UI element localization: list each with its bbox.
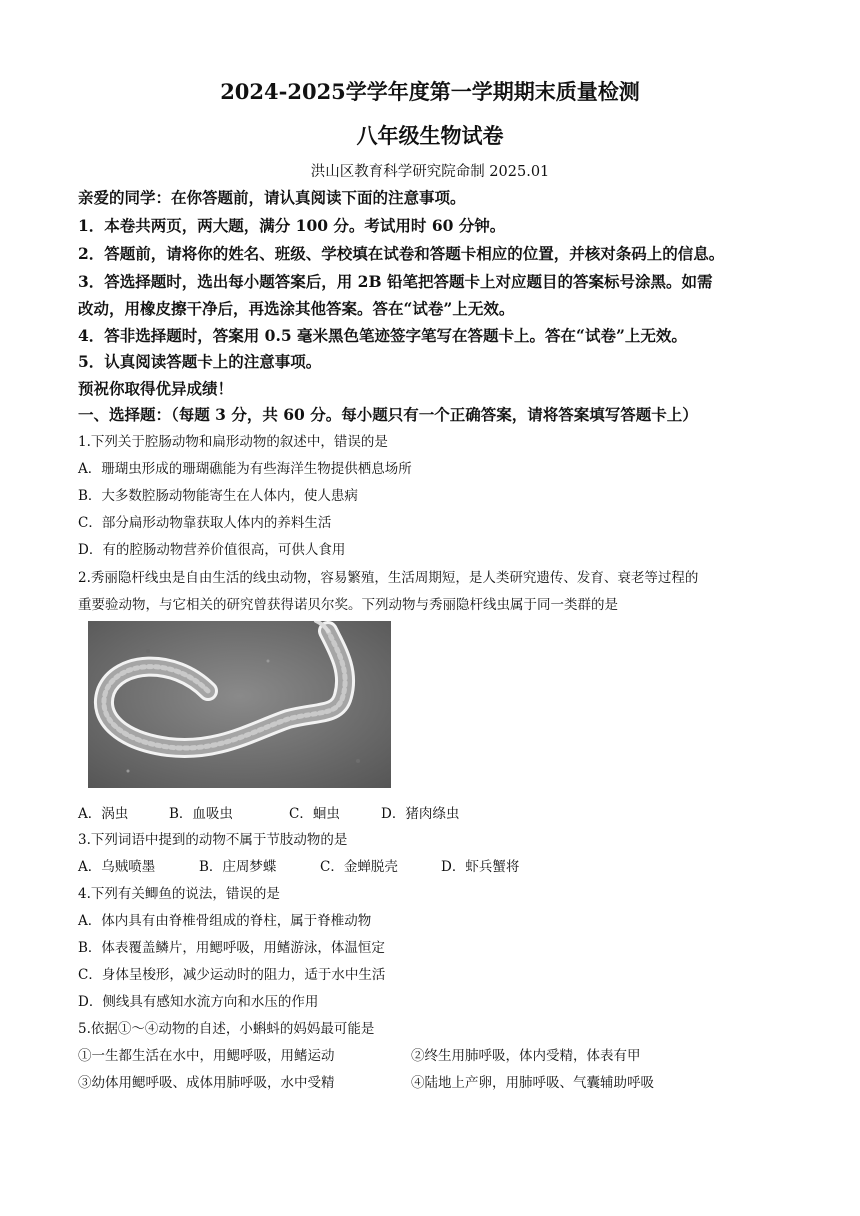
- question-1-stem: 1.下列关于腔肠动物和扁形动物的叙述中，错误的是: [78, 434, 388, 450]
- question-5-statement-1: ①一生都生活在水中，用鳃呼吸，用鳍运动: [78, 1048, 335, 1064]
- question-2-option-c: C．蛔虫: [289, 806, 340, 822]
- question-1-option-c: C．部分扁形动物靠获取人体内的养料生活: [78, 515, 332, 531]
- question-5-statement-4: ④陆地上产卵，用肺呼吸、气囊辅助呼吸: [411, 1075, 654, 1091]
- question-3-option-a: A．乌贼喷墨: [78, 859, 156, 875]
- question-1-option-d: D．有的腔肠动物营养价值很高，可供人食用: [78, 542, 346, 558]
- question-4-stem: 4.下列有关鲫鱼的说法，错误的是: [78, 886, 280, 902]
- question-3-stem: 3.下列词语中提到的动物不属于节肢动物的是: [78, 832, 348, 848]
- notice-item-2: 2．答题前，请将你的姓名、班级、学校填在试卷和答题卡相应的位置，并核对条码上的信息。: [78, 244, 725, 263]
- notice-item-3-cont: 改动，用橡皮擦干净后，再选涂其他答案。答在“试卷”上无效。: [78, 299, 515, 318]
- question-5-stem: 5.依据①～④动物的自述，小蝌蚪的妈妈最可能是: [78, 1021, 375, 1037]
- question-1-option-a: A．珊瑚虫形成的珊瑚礁能为有些海洋生物提供栖息场所: [78, 461, 412, 477]
- notice-item-5: 5．认真阅读答题卡上的注意事项。: [78, 352, 322, 371]
- notice-intro: 亲爱的同学：在你答题前，请认真阅读下面的注意事项。: [78, 188, 466, 207]
- notice-item-3: 3．答选择题时，选出每小题答案后，用 2B 铅笔把答题卡上对应题目的答案标号涂黑。如需: [78, 272, 713, 291]
- question-4-option-c: C．身体呈梭形，减少运动时的阻力，适于水中生活: [78, 967, 386, 983]
- question-4-option-a: A．体内具有由脊椎骨组成的脊柱，属于脊椎动物: [78, 913, 372, 929]
- question-1-option-b: B．大多数腔肠动物能寄生在人体内，使人患病: [78, 488, 358, 504]
- notice-item-4: 4．答非选择题时，答案用 0.5 毫米黑色笔迹签字笔写在答题卡上。答在“试卷”上无效。: [78, 326, 687, 345]
- exam-issuer: 洪山区教育科学研究院命制 2025.01: [310, 164, 550, 180]
- question-2-option-d: D．猪肉绦虫: [381, 806, 460, 822]
- notice-item-1: 1．本卷共两页，两大题，满分 100 分。考试用时 60 分钟。: [78, 216, 506, 235]
- section-1-heading: 一、选择题：（每题 3 分，共 60 分。每小题只有一个正确答案，请将答案填写答题卡上）: [78, 405, 698, 424]
- question-2-option-b: B．血吸虫: [169, 806, 233, 822]
- question-4-option-d: D．侧线具有感知水流方向和水压的作用: [78, 994, 319, 1010]
- question-2-stem-line-1: 2.秀丽隐杆线虫是自由生活的线虫动物，容易繁殖，生活周期短，是人类研究遗传、发育、衰老等过程的: [78, 570, 699, 586]
- question-4-option-b: B．体表覆盖鳞片，用鳃呼吸，用鳍游泳，体温恒定: [78, 940, 385, 956]
- exam-subtitle: 八年级生物试卷: [356, 123, 504, 148]
- question-2-option-a: A．涡虫: [78, 806, 129, 822]
- question-5-statement-3: ③幼体用鳃呼吸、成体用肺呼吸，水中受精: [78, 1075, 335, 1091]
- question-3-option-b: B．庄周梦蝶: [199, 859, 277, 875]
- question-5-statement-2: ②终生用肺呼吸，体内受精，体表有甲: [411, 1048, 641, 1064]
- question-3-option-d: D．虾兵蟹将: [441, 859, 520, 875]
- exam-title: 2024-2025学学年度第一学期期末质量检测: [220, 79, 640, 104]
- question-2-stem-line-2: 重要验动物，与它相关的研究曾获得诺贝尔奖。下列动物与秀丽隐杆线虫属于同一类群的是: [78, 597, 618, 613]
- nematode-photo-icon: [88, 621, 391, 788]
- notice-wish: 预祝你取得优异成绩！: [78, 379, 234, 398]
- question-3-option-c: C．金蝉脱壳: [320, 859, 398, 875]
